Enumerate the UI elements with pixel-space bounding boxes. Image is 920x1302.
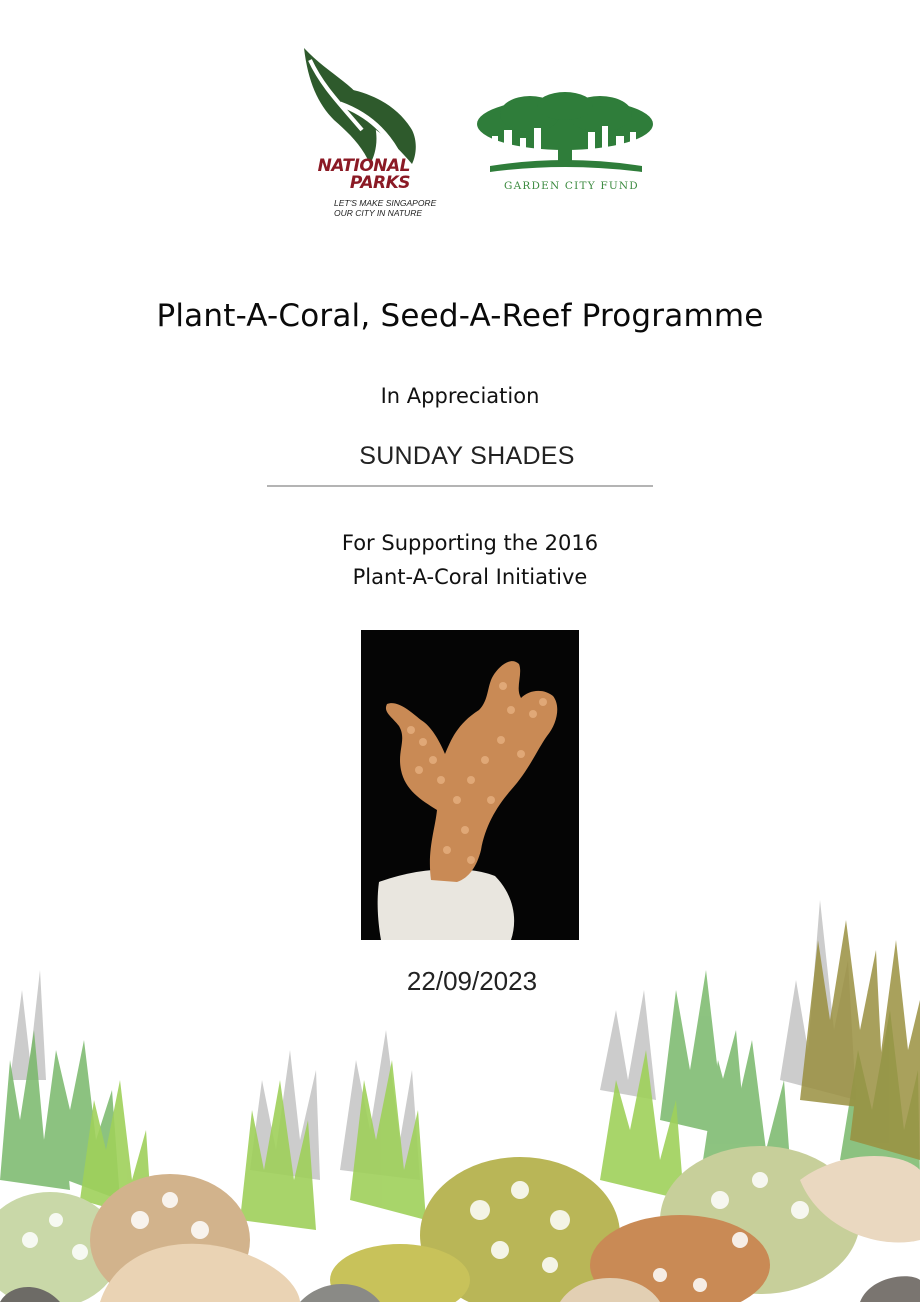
national-parks-name: NATIONAL PARKS xyxy=(317,156,410,193)
recipient-underline xyxy=(267,485,653,487)
national-parks-logo xyxy=(286,46,458,226)
certificate-title: Plant-A-Coral, Seed-A-Reef Programme xyxy=(156,298,764,334)
logo-row xyxy=(0,40,920,230)
national-parks-tagline: LET'S MAKE SINGAPORE OUR CITY IN NATURE xyxy=(334,198,437,218)
tree-icon xyxy=(470,92,660,178)
appreciation-heading: In Appreciation xyxy=(380,384,540,408)
garden-city-fund-logo xyxy=(470,92,660,202)
leaf-icon xyxy=(300,46,420,166)
support-line-1: For Supporting the 2016 xyxy=(341,531,599,555)
support-line-2: Plant-A-Coral Initiative xyxy=(352,565,588,589)
garden-city-fund-name: GARDEN CITY FUND xyxy=(504,180,639,192)
support-text xyxy=(0,526,920,594)
recipient-name: SUNDAY SHADES xyxy=(359,442,575,470)
coral-reef-border xyxy=(0,880,920,1302)
certificate-date: 22/09/2023 xyxy=(406,966,538,996)
